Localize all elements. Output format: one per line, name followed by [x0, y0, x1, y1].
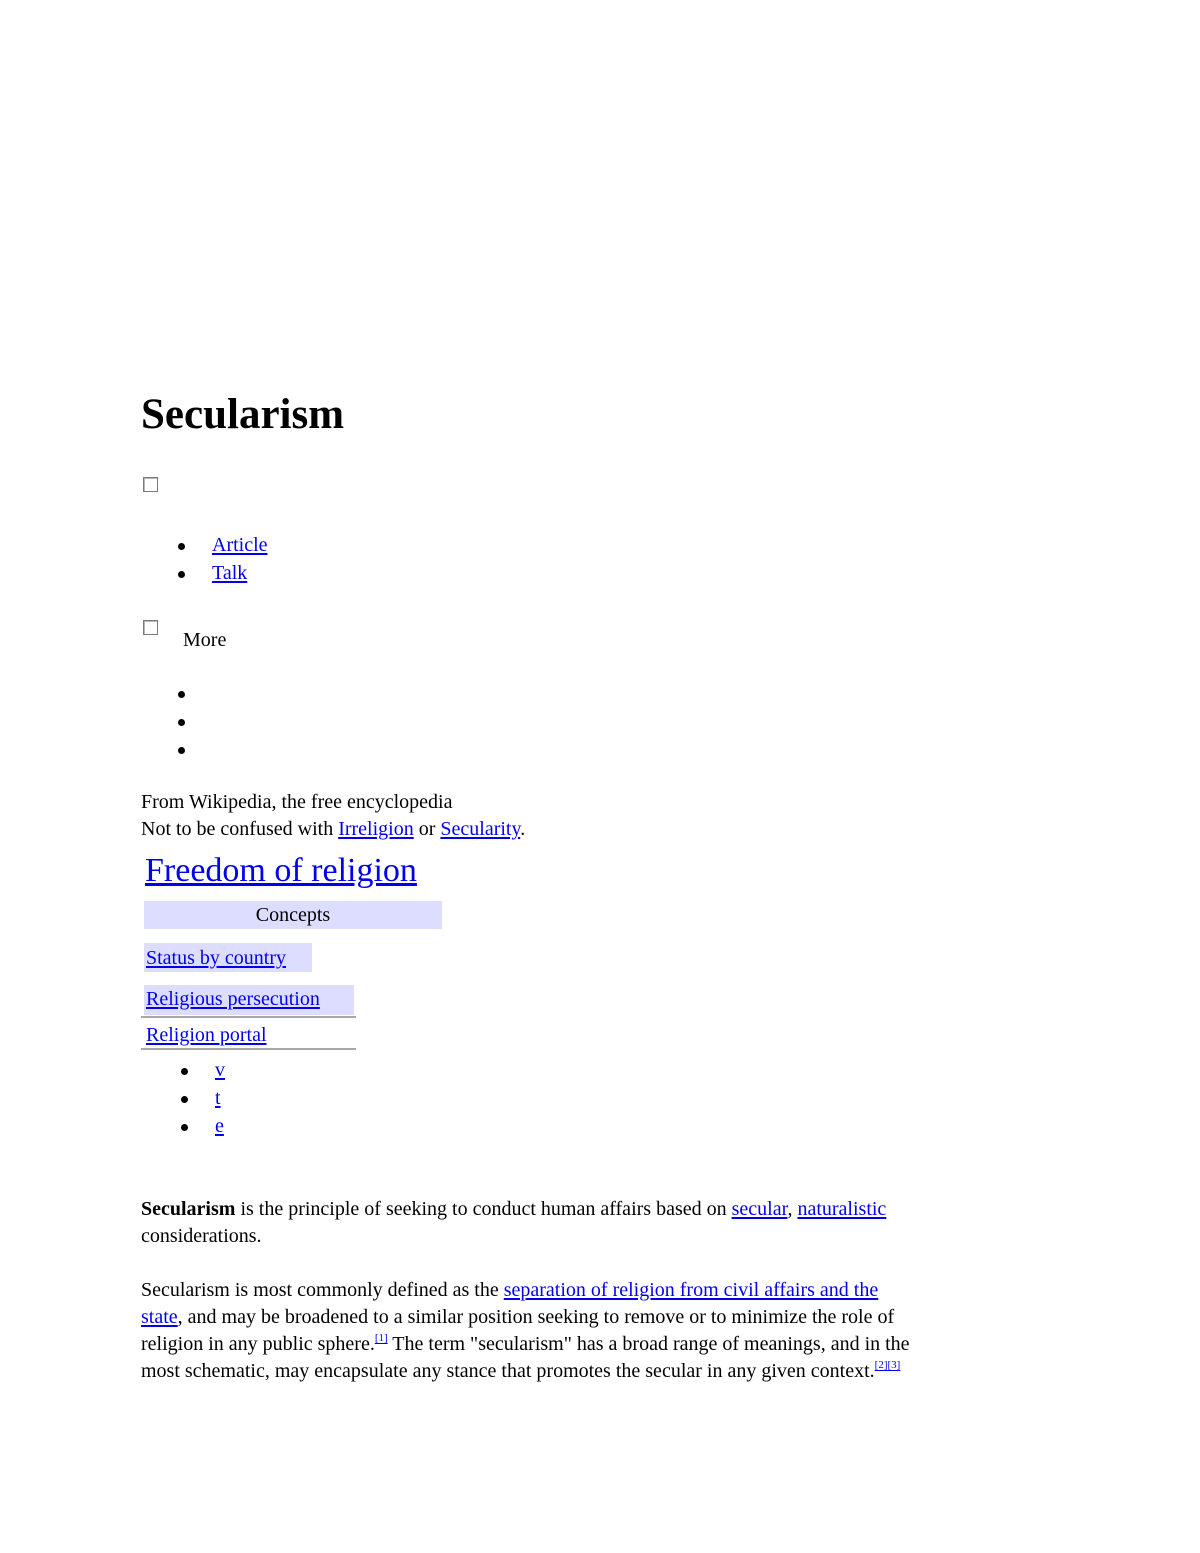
paragraph-text: Secularism is most commonly defined as the	[141, 1279, 504, 1301]
namespace-tabs	[212, 531, 268, 587]
infobox-title-link[interactable]: Freedom of religion	[145, 852, 417, 889]
naturalistic-link[interactable]: naturalistic	[797, 1198, 887, 1220]
paragraph-text: considerations.	[141, 1225, 262, 1247]
paragraph-line	[141, 1196, 1061, 1223]
lead-paragraph-1	[141, 1196, 1061, 1250]
more-menu-checkbox[interactable]	[143, 620, 158, 635]
paragraph-text: ,	[787, 1198, 798, 1220]
infobox-status-row	[144, 943, 312, 972]
navbar-view-link[interactable]: v	[215, 1059, 225, 1081]
status-by-country-link[interactable]: Status by country	[146, 947, 286, 969]
bullet-dot	[178, 747, 185, 754]
separation-link[interactable]: separation of religion from civil affairs and the	[503, 1279, 879, 1301]
navbar-item	[215, 1112, 225, 1140]
infobox-divider	[141, 1016, 356, 1018]
bullet-dot	[178, 691, 185, 698]
paragraph-line	[141, 1304, 1061, 1331]
hatnote-suffix: .	[520, 818, 526, 840]
secularity-link[interactable]: Secularity	[440, 818, 521, 840]
tab-talk	[212, 559, 268, 587]
lead-term: Secularism	[141, 1198, 236, 1220]
bullet-dot	[178, 543, 185, 550]
irreligion-link[interactable]: Irreligion	[338, 818, 414, 840]
tab-article	[212, 531, 268, 559]
religious-persecution-link[interactable]: Religious persecution	[146, 988, 320, 1010]
hatnote-middle: or	[413, 818, 441, 840]
paragraph-text: The term "secularism" has a broad range of meanings, and in the	[387, 1333, 910, 1355]
site-subtitle: From Wikipedia, the free encyclopedia	[141, 791, 453, 813]
navbar-talk-link[interactable]: t	[215, 1087, 221, 1109]
more-menu-label[interactable]: More	[183, 629, 227, 651]
hatnote	[141, 816, 525, 843]
secular-link[interactable]: secular	[731, 1198, 788, 1220]
tab-article-link[interactable]: Article	[212, 534, 268, 556]
paragraph-text: is the principle of seeking to conduct human affairs based on	[235, 1198, 732, 1220]
infobox-divider	[141, 1048, 356, 1050]
infobox-navbar	[215, 1056, 225, 1140]
page-title: Secularism	[141, 391, 345, 438]
separation-link-continued[interactable]: state	[141, 1306, 178, 1328]
navbar-edit-link[interactable]: e	[215, 1115, 224, 1137]
paragraph-line	[141, 1358, 1061, 1385]
hatnote-prefix: Not to be confused with	[141, 818, 339, 840]
paragraph-text: most schematic, may encapsulate any stance that promotes the secular in any given context.	[141, 1360, 875, 1382]
infobox-persecution-row	[144, 985, 354, 1015]
citation-1-link[interactable]: [1]	[374, 1332, 388, 1344]
citation-2-link[interactable]: [2]	[874, 1359, 888, 1371]
navbar-item	[215, 1056, 225, 1084]
citation-3-link[interactable]: [3]	[887, 1359, 901, 1371]
lead-paragraph-2	[141, 1277, 1061, 1385]
tab-talk-link[interactable]: Talk	[212, 562, 248, 584]
religion-portal-link[interactable]: Religion portal	[146, 1024, 267, 1046]
paragraph-line	[141, 1277, 1061, 1304]
paragraph-line	[141, 1223, 1061, 1250]
bullet-dot	[181, 1124, 188, 1131]
paragraph-text: , and may be broadened to a similar position seeking to remove or to minimize the role of	[177, 1306, 895, 1328]
infobox-concepts-header[interactable]: Concepts	[144, 901, 442, 929]
bullet-dot	[181, 1096, 188, 1103]
bullet-dot	[178, 719, 185, 726]
paragraph-text: religion in any public sphere.	[141, 1333, 375, 1355]
navbar-item	[215, 1084, 225, 1112]
paragraph-line	[141, 1331, 1061, 1358]
bullet-dot	[181, 1068, 188, 1075]
namespace-toggle-checkbox[interactable]	[143, 477, 158, 492]
bullet-dot	[178, 571, 185, 578]
